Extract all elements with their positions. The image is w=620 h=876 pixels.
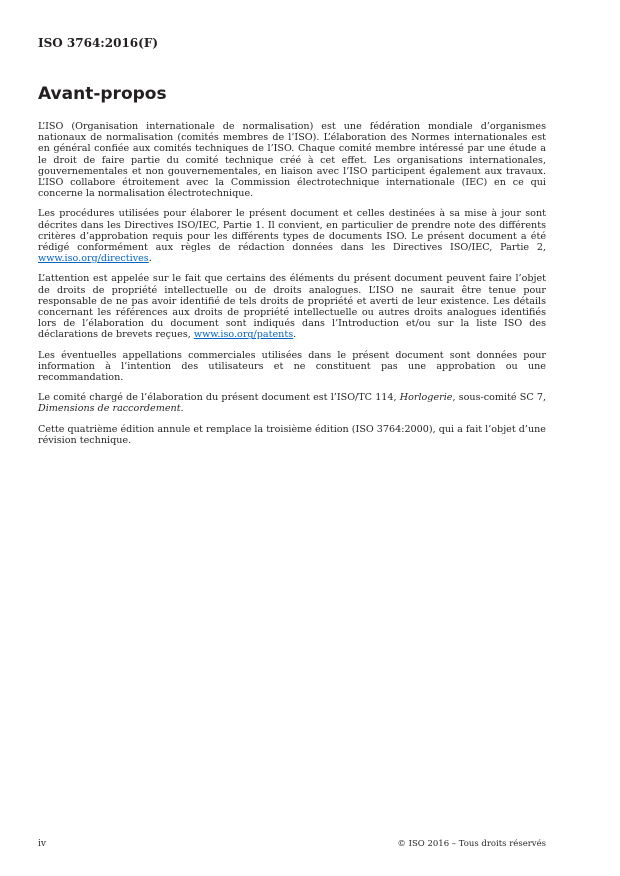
paragraph-procedures <box>38 208 546 264</box>
paragraph-patents <box>38 273 546 340</box>
committee-text-b: , sous-comité SC 7, <box>452 392 546 404</box>
committee-name: Horlogerie <box>399 392 453 404</box>
committee-text-end: . <box>180 403 184 415</box>
paragraph-patents-end: . <box>293 329 297 341</box>
paragraph-trade-names: Les éventuelles appellations commerciales utilisées dans le présent document sont données pour information à l’intention des utilisateurs et ne constituent pas une approbation ou une recommandation. <box>38 349 546 384</box>
paragraph-committee <box>38 392 546 414</box>
paragraph-patents-text: L’attention est appelée sur le fait que certains des éléments du présent document peuvent faire l’objet de droits de propriété intellectuelle ou de droits analogues. L’ISO ne saurait être tenue pour responsable de ne pas avoir identifié de tels droits de propriété et averti de leur existence. Les détails concernant les références aux droits de propriété intellectuelle ou autres droits analogues identifiés lors de l’élaboration du document sont indiqués dans l’Introduction et/ou sur la liste ISO des déclarations de brevets reçues, <box>38 273 546 341</box>
page-number: iv <box>38 839 46 849</box>
committee-text-a: Le comité chargé de l’élaboration du présent document est l’ISO/TC 114, <box>38 392 400 404</box>
directives-link[interactable]: www.iso.org/directives <box>38 253 149 265</box>
page-title: Avant-propos <box>38 84 167 104</box>
document-id-header: ISO 3764:2016(F) <box>38 36 159 50</box>
subcommittee-name: Dimensions de raccordement <box>38 403 181 415</box>
paragraph-procedures-end: . <box>148 253 152 265</box>
patents-link[interactable]: www.iso.org/patents <box>193 329 294 341</box>
paragraph-iso-intro: L’ISO (Organisation internationale de normalisation) est une fédération mondiale d’organismes nationaux de normalisation (comités membres de l’ISO). L’élaboration des Normes internationales est en général confiée aux comités techniques de l’ISO. Chaque comité membre intéressé par une étude a le droit de faire partie du comité technique créé à cet effet. Les organisations internationales, gouvernementales et non gouvernementales, en liaison avec l’ISO participent également aux travaux. L’ISO collabore étroitement avec la Commission électrotechnique internationale (IEC) en ce qui concerne la normalisation électrotechnique. <box>38 121 546 200</box>
paragraph-edition: Cette quatrième édition annule et remplace la troisième édition (ISO 3764:2000), qui a fait l’objet d’une révision technique. <box>38 423 546 446</box>
paragraph-procedures-text: Les procédures utilisées pour élaborer le présent document et celles destinées à sa mise à jour sont décrites dans les Directives ISO/IEC, Partie 1. Il convient, en particulier de prendre note des différents critères d’approbation requis pour les différents types de documents ISO. Le présent document a été rédigé conformément aux règles de rédaction données dans les Directives ISO/IEC, Partie 2, <box>38 208 546 254</box>
foreword-body <box>38 121 546 455</box>
copyright-notice: © ISO 2016 – Tous droits réservés <box>397 839 546 849</box>
